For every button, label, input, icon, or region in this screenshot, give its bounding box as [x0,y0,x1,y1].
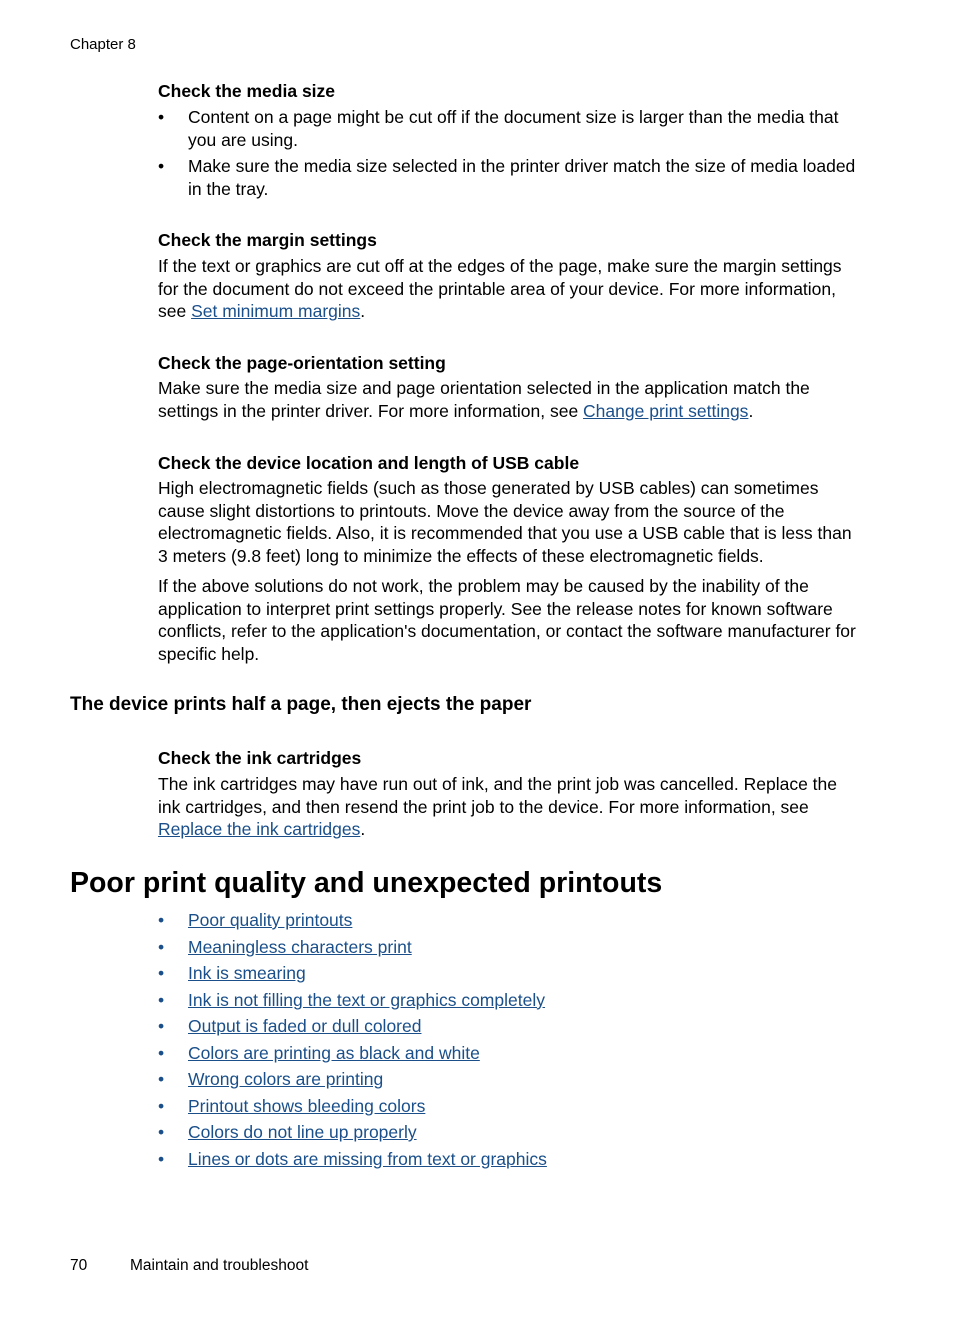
orientation-text-end: . [748,400,754,421]
running-header: Chapter 8 [70,36,136,53]
black-and-white-link[interactable]: Colors are printing as black and white [188,1042,480,1063]
list-item-text: Content on a page might be cut off if the document size is larger than the media that you are using. [188,107,839,150]
bullet-icon: • [158,936,165,957]
list-item [158,909,547,936]
ink-cartridges-heading: Check the ink cartridges [158,748,362,768]
list-item [158,989,547,1016]
list-item [158,962,547,989]
bullet-icon: • [158,1095,165,1116]
list-item [158,936,547,963]
list-item [158,106,858,151]
list-item [158,1095,547,1122]
orientation-heading: Check the page-orientation setting [158,353,446,373]
usb-paragraph-2: If the above solutions do not work, the problem may be caused by the inability of the application to interpret print settings properly. See the release notes for known software conflicts, refer to the application's documentation, or contact the software manufacturer for specific help. [158,576,856,664]
list-item [158,1068,547,1095]
replace-ink-cartridges-link[interactable]: Replace the ink cartridges [158,819,361,839]
bullet-icon: • [158,1148,165,1169]
ink-not-filling-link[interactable]: Ink is not filling the text or graphics completely [188,989,545,1010]
meaningless-characters-link[interactable]: Meaningless characters print [188,936,412,957]
bleeding-colors-link[interactable]: Printout shows bleeding colors [188,1095,426,1116]
bullet-icon: • [158,963,165,983]
bullet-icon: • [158,1042,165,1063]
bullet-icon: • [158,1016,165,1036]
change-print-settings-link[interactable]: Change print settings [583,400,749,421]
ink-cartridges-text-end: . [360,819,366,839]
ink-smearing-link[interactable]: Ink is smearing [188,963,306,983]
bullet-icon: • [158,910,165,930]
margin-paragraph [158,255,858,323]
footer-section-title: Maintain and troubleshoot [130,1257,309,1274]
ink-cartridges-paragraph [158,773,858,841]
margin-heading: Check the margin settings [158,230,377,250]
media-size-list [158,106,858,200]
margin-text: If the text or graphics are cut off at the edges of the page, make sure the margin settings for the document do not exceed the printable area of your device. For more information, see [158,256,842,321]
bullet-icon: • [158,156,165,176]
usb-heading: Check the device location and length of USB cable [158,453,580,473]
list-item-text: Make sure the media size selected in the printer driver match the size of media loaded in the tray. [188,156,856,199]
poor-quality-printouts-link[interactable]: Poor quality printouts [188,910,353,930]
list-item [158,1148,547,1175]
list-item [158,1121,547,1148]
wrong-colors-link[interactable]: Wrong colors are printing [188,1069,384,1089]
list-item [158,155,858,200]
half-page-heading: The device prints half a page, then ejects the paper [70,694,532,715]
bullet-icon: • [158,107,165,127]
output-faded-link[interactable]: Output is faded or dull colored [188,1016,422,1036]
list-item [158,1042,547,1069]
orientation-paragraph [158,377,858,422]
usb-paragraph-1: High electromagnetic fields (such as those generated by USB cables) can sometimes cause slight distortions to printouts. Move the device away from the source of the electromagnetic fields. Also, it is recommended that you use a USB cable that is less than 3 meters (9.8 feet) long to minimize the effects of these electromagnetic fields. [158,478,852,566]
colors-line-up-link[interactable]: Colors do not line up properly [188,1122,417,1142]
media-size-heading: Check the media size [158,81,336,101]
margin-text-end: . [360,301,366,321]
set-minimum-margins-link[interactable]: Set minimum margins [191,301,361,321]
orientation-text: Make sure the media size and page orientation selected in the application match the settings in the printer driver. For more information, see [158,378,810,421]
bullet-icon: • [158,1069,165,1089]
list-item [158,1015,547,1042]
lines-dots-missing-link[interactable]: Lines or dots are missing from text or graphics [188,1148,547,1169]
bullet-icon: • [158,989,165,1010]
page-number: 70 [70,1257,88,1274]
ink-cartridges-text: The ink cartridges may have run out of ink, and the print job was cancelled. Replace the ink cartridges, and then resend the print job to the device. For more information, see [158,774,837,817]
bullet-icon: • [158,1122,165,1142]
poor-quality-links [158,909,547,1174]
poor-quality-heading: Poor print quality and unexpected printouts [70,867,663,899]
